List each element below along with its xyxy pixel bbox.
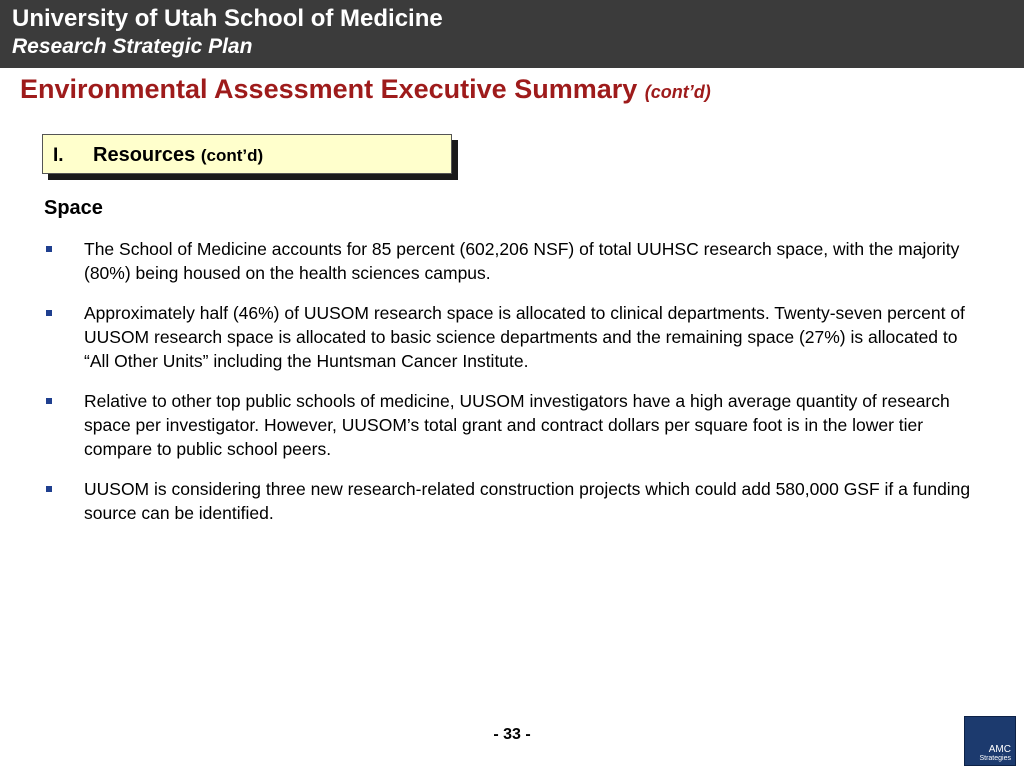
header-title: University of Utah School of Medicine [12, 5, 443, 32]
slide-title-cont: (cont’d) [644, 82, 711, 102]
section-numeral: I. [53, 145, 64, 166]
header-subtitle: Research Strategic Plan [12, 35, 253, 58]
section-header-box [42, 134, 452, 174]
section-label [93, 144, 263, 167]
header-bar [0, 0, 1024, 68]
square-bullet-icon [46, 310, 52, 316]
bullet-text: Relative to other top public schools of medicine, UUSOM investigators have a high average quantity of research space per investigator. However, UUSOM’s total grant and contract dollars per square foot is in the lower tier compare to public school peers. [84, 391, 950, 459]
square-bullet-icon [46, 486, 52, 492]
section-label-text: Resources [93, 144, 196, 166]
amc-strategies-logo [964, 716, 1016, 766]
bullet-item [44, 477, 974, 525]
bullet-text: Approximately half (46%) of UUSOM research space is allocated to clinical departments. Twenty-seven percent of UUSOM research space is allocated to basic science departments and the remaining space (27%) is allocated to “All Other Units” including the Huntsman Cancer Institute. [84, 303, 965, 371]
bullet-list [44, 237, 974, 541]
square-bullet-icon [46, 398, 52, 404]
bullet-item [44, 389, 974, 461]
bullet-text: The School of Medicine accounts for 85 percent (602,206 NSF) of total UUHSC research space, with the majority (80%) being housed on the health sciences campus. [84, 239, 960, 283]
section-label-cont: (cont’d) [200, 146, 264, 165]
subheading-space: Space [44, 197, 103, 219]
logo-line-2: Strategies [979, 755, 1011, 762]
page-number: - 33 - [493, 726, 531, 743]
logo-line-1: AMC [988, 744, 1011, 755]
bullet-item [44, 301, 974, 373]
bullet-text: UUSOM is considering three new research-related construction projects which could add 580,000 GSF if a funding source can be identified. [84, 479, 971, 523]
square-bullet-icon [46, 246, 52, 252]
bullet-item [44, 237, 974, 285]
slide-title-text: Environmental Assessment Executive Summary [20, 74, 638, 104]
slide-title [20, 74, 711, 105]
